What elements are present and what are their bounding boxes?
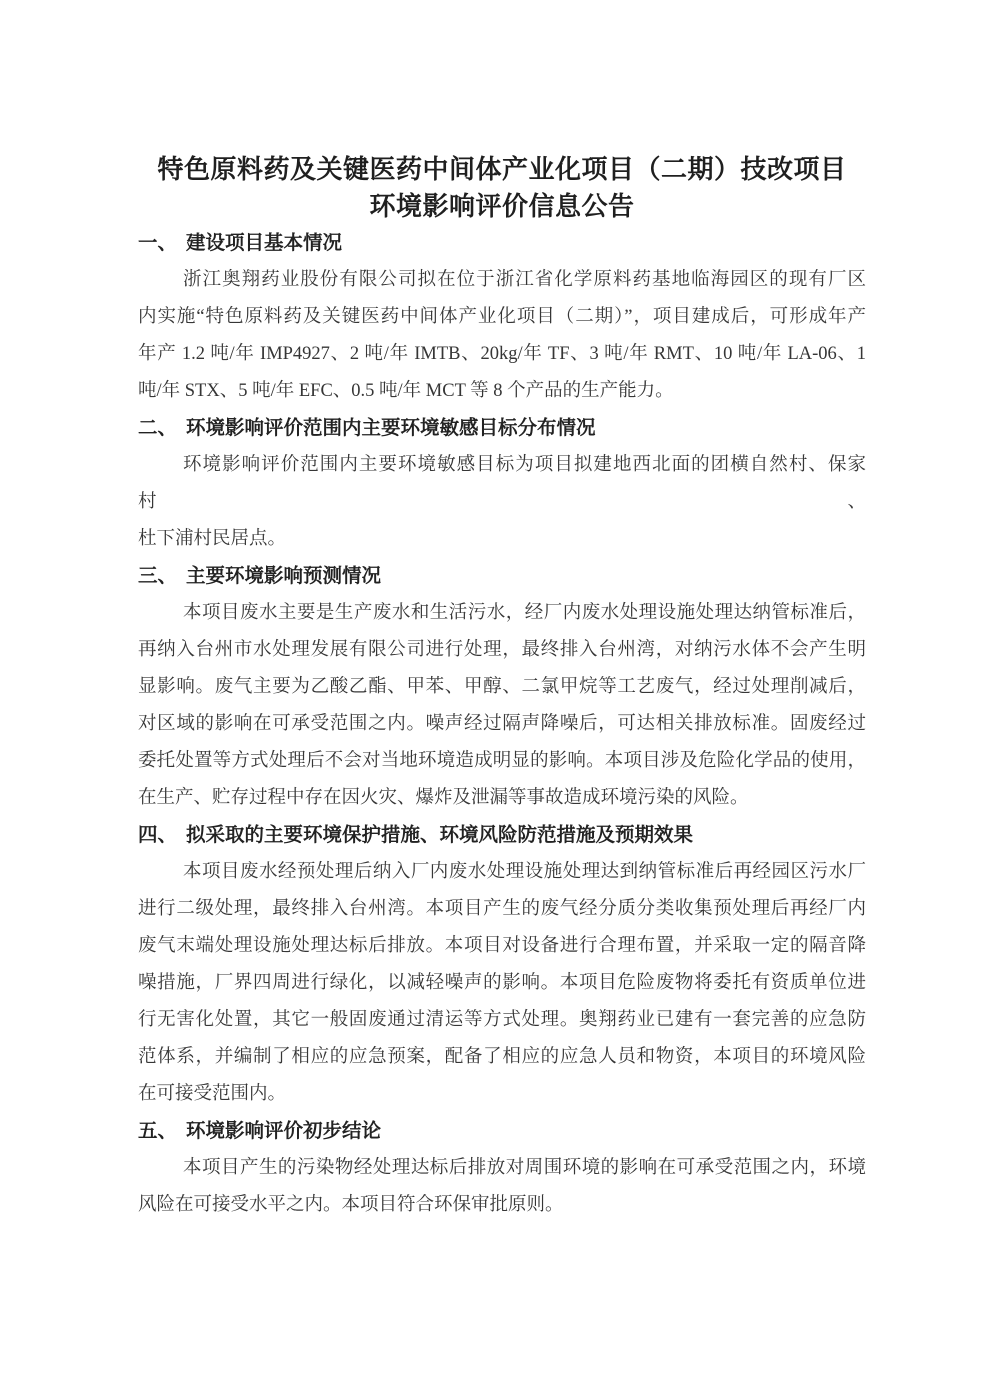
section-2-title: 环境影响评价范围内主要环境敏感目标分布情况 — [186, 417, 596, 439]
paragraph-line: 在可接受范围内。 — [138, 1084, 287, 1104]
section-2-heading — [138, 410, 866, 447]
paragraph-line: 显影响。废气主要为乙酸乙酯、甲苯、甲醇、二氯甲烷等工艺废气，经过处理削减后， — [138, 677, 866, 697]
section-3-heading — [138, 558, 866, 595]
section-4-heading — [138, 817, 866, 854]
document-title — [138, 151, 866, 225]
section-5-title: 环境影响评价初步结论 — [186, 1120, 382, 1142]
paragraph-line: 吨/年 STX、5 吨/年 EFC、0.5 吨/年 MCT 等 8 个产品的生产能力。 — [138, 381, 674, 401]
section-5-heading — [138, 1113, 866, 1150]
paragraph-line: 杜下浦村民居点。 — [138, 529, 287, 549]
section-2-number: 二、 — [138, 417, 178, 439]
paragraph-line: 废气末端处理设施处理达标后排放。本项目对设备进行合理布置，并采取一定的隔音降 — [138, 936, 866, 956]
paragraph-line: 范体系，并编制了相应的应急预案，配备了相应的应急人员和物资，本项目的环境风险 — [138, 1047, 866, 1067]
section-5-number: 五、 — [138, 1120, 178, 1142]
paragraph-line: 环境影响评价范围内主要环境敏感目标为项目拟建地西北面的团横自然村、保家村、 — [138, 455, 866, 512]
paragraph-line: 委托处置等方式处理后不会对当地环境造成明显的影响。本项目涉及危险化学品的使用， — [138, 751, 866, 771]
paragraph-line: 本项目废水经预处理后纳入厂内废水处理设施处理达到纳管标准后再经园区污水厂 — [183, 862, 866, 882]
title-line-2: 环境影响评价信息公告 — [369, 191, 635, 221]
paragraph-line: 风险在可接受水平之内。本项目符合环保审批原则。 — [138, 1195, 564, 1215]
title-line-1: 特色原料药及关键医药中间体产业化项目（二期）技改项目 — [157, 154, 847, 184]
section-1-title: 建设项目基本情况 — [186, 232, 343, 254]
section-4-number: 四、 — [138, 824, 178, 846]
paragraph-line: 在生产、贮存过程中存在因火灾、爆炸及泄漏等事故造成环境污染的风险。 — [138, 788, 749, 808]
paragraph-line: 行无害化处置，其它一般固废通过清运等方式处理。奥翔药业已建有一套完善的应急防 — [138, 1010, 866, 1030]
section-4-title: 拟采取的主要环境保护措施、环境风险防范措施及预期效果 — [186, 824, 694, 846]
paragraph-line: 浙江奥翔药业股份有限公司拟在位于浙江省化学原料药基地临海园区的现有厂区 — [183, 270, 866, 290]
paragraph-line: 进行二级处理，最终排入台州湾。本项目产生的废气经分质分类收集预处理后再经厂内 — [138, 899, 866, 919]
section-1-number: 一、 — [138, 232, 178, 254]
section-3-number: 三、 — [138, 565, 178, 587]
paragraph-line: 本项目废水主要是生产废水和生活污水，经厂内废水处理设施处理达纳管标准后， — [183, 603, 866, 623]
document-body — [138, 225, 866, 1224]
paragraph-line: 年产 1.2 吨/年 IMP4927、2 吨/年 IMTB、20kg/年 TF、3 吨/年 RMT、10 吨/年 LA-06、1 — [138, 344, 866, 364]
section-3-title: 主要环境影响预测情况 — [186, 565, 382, 587]
section-1-heading — [138, 225, 866, 262]
paragraph-line: 对区域的影响在可承受范围之内。噪声经过隔声降噪后，可达相关排放标准。固废经过 — [138, 714, 866, 734]
paragraph-line: 本项目产生的污染物经处理达标后排放对周围环境的影响在可承受范围之内，环境 — [183, 1158, 866, 1178]
paragraph-line: 噪措施，厂界四周进行绿化，以减轻噪声的影响。本项目危险废物将委托有资质单位进 — [138, 973, 866, 993]
paragraph-line: 再纳入台州市水处理发展有限公司进行处理，最终排入台州湾，对纳污水体不会产生明 — [138, 640, 866, 660]
paragraph-line: 内实施“特色原料药及关键医药中间体产业化项目（二期）”，项目建成后，可形成年产 — [138, 307, 866, 327]
